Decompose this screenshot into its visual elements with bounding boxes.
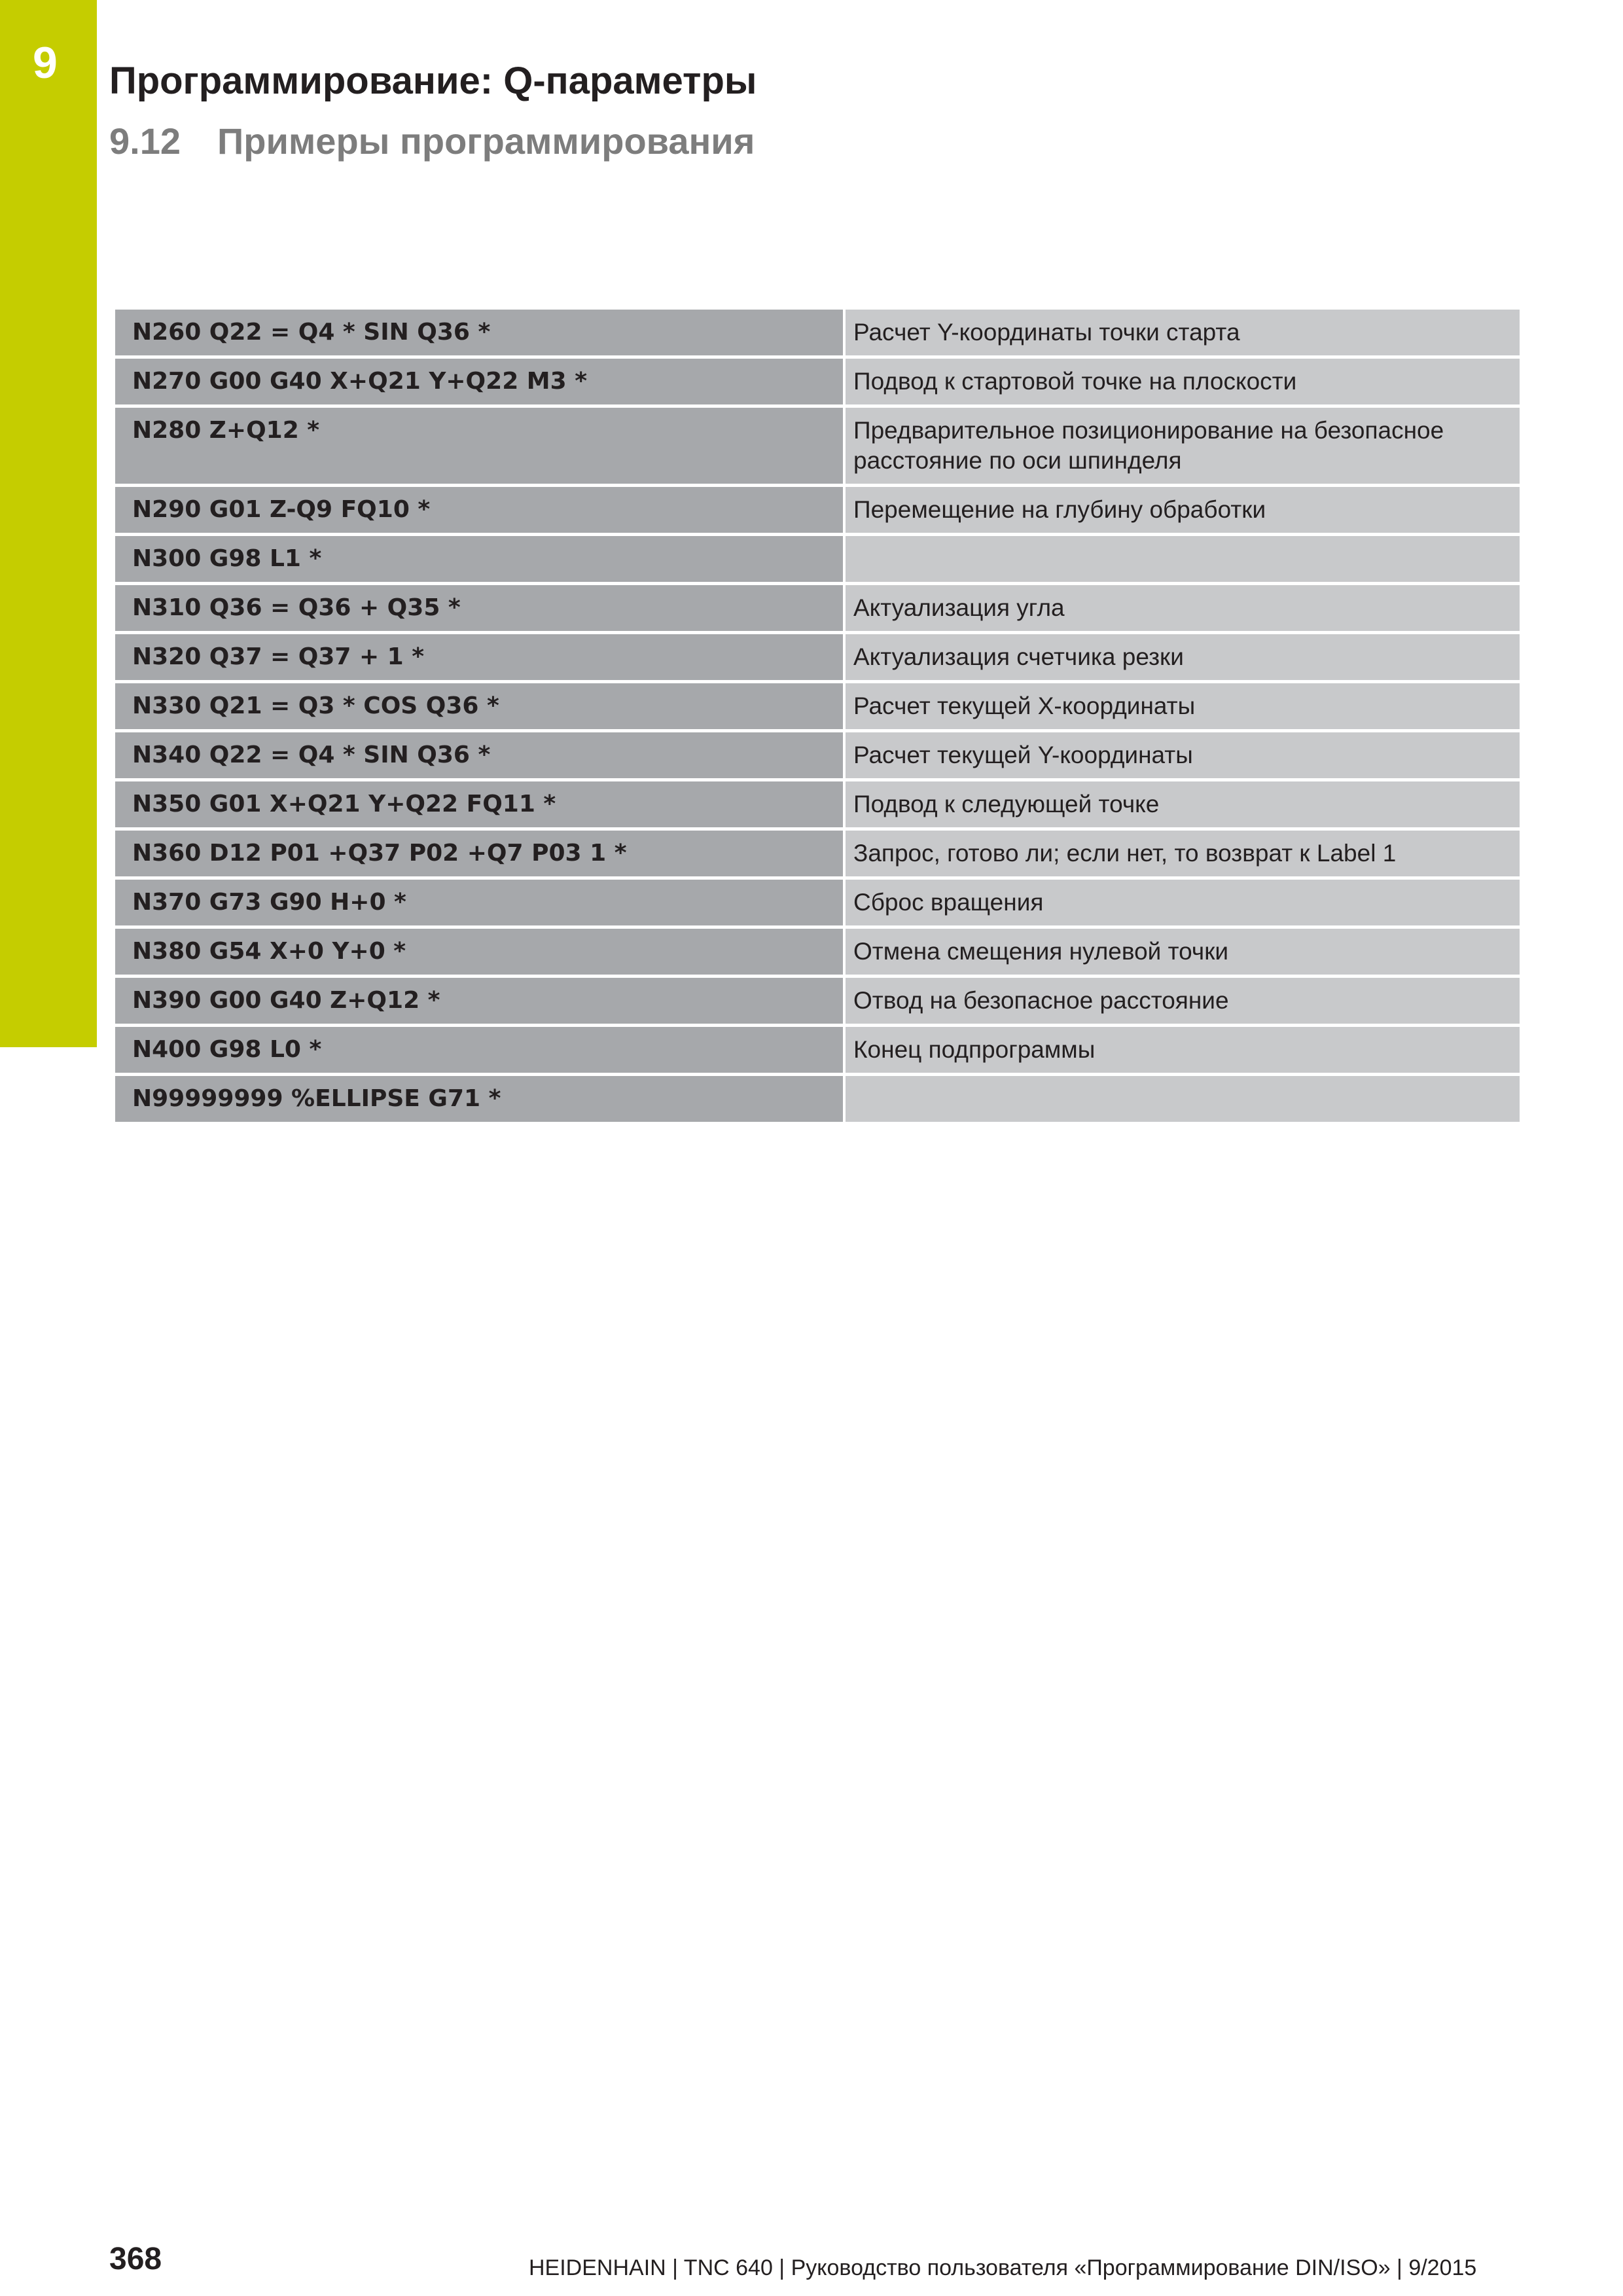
program-row	[115, 310, 1520, 357]
nc-block-code: N300 G98 L1 *	[115, 535, 844, 584]
nc-block-comment	[844, 535, 1520, 584]
program-row	[115, 731, 1520, 780]
program-row	[115, 357, 1520, 406]
nc-block-comment: Расчет текущей X-координаты	[844, 682, 1520, 731]
section-number: 9.12	[109, 120, 181, 162]
program-row	[115, 927, 1520, 977]
footer-text: HEIDENHAIN | TNC 640 | Руководство пользователя «Программирование DIN/ISO» | 9/2015	[529, 2255, 1477, 2280]
program-row	[115, 535, 1520, 584]
nc-block-comment: Конец подпрограммы	[844, 1026, 1520, 1075]
program-row	[115, 780, 1520, 829]
nc-block-comment: Перемещение на глубину обработки	[844, 486, 1520, 535]
section-title-text: Примеры программирования	[217, 120, 755, 162]
program-row	[115, 633, 1520, 682]
nc-block-code: N310 Q36 = Q36 + Q35 *	[115, 584, 844, 633]
nc-block-code: N270 G00 G40 X+Q21 Y+Q22 M3 *	[115, 357, 844, 406]
nc-block-comment: Отмена смещения нулевой точки	[844, 927, 1520, 977]
section-title	[109, 121, 755, 162]
program-row	[115, 584, 1520, 633]
program-listing-table	[115, 310, 1520, 1125]
program-row	[115, 486, 1520, 535]
nc-block-code: N260 Q22 = Q4 * SIN Q36 *	[115, 310, 844, 357]
program-row	[115, 829, 1520, 878]
nc-block-comment: Расчет Y-координаты точки старта	[844, 310, 1520, 357]
program-row	[115, 682, 1520, 731]
nc-block-code: N400 G98 L0 *	[115, 1026, 844, 1075]
page-number: 368	[109, 2242, 162, 2276]
program-row	[115, 406, 1520, 486]
nc-block-code: N350 G01 X+Q21 Y+Q22 FQ11 *	[115, 780, 844, 829]
nc-block-comment: Расчет текущей Y-координаты	[844, 731, 1520, 780]
nc-block-code: N320 Q37 = Q37 + 1 *	[115, 633, 844, 682]
nc-block-comment: Актуализация угла	[844, 584, 1520, 633]
nc-block-code: N99999999 %ELLIPSE G71 *	[115, 1075, 844, 1124]
nc-block-comment: Актуализация счетчика резки	[844, 633, 1520, 682]
nc-block-code: N290 G01 Z-Q9 FQ10 *	[115, 486, 844, 535]
program-row	[115, 977, 1520, 1026]
chapter-number: 9	[33, 38, 58, 88]
chapter-marker-bar	[0, 0, 97, 1047]
nc-block-comment	[844, 1075, 1520, 1124]
chapter-title: Программирование: Q-параметры	[109, 60, 757, 102]
nc-block-comment: Отвод на безопасное расстояние	[844, 977, 1520, 1026]
nc-block-code: N390 G00 G40 Z+Q12 *	[115, 977, 844, 1026]
nc-block-code: N330 Q21 = Q3 * COS Q36 *	[115, 682, 844, 731]
nc-block-comment: Сброс вращения	[844, 878, 1520, 927]
program-row	[115, 1075, 1520, 1124]
nc-block-code: N380 G54 X+0 Y+0 *	[115, 927, 844, 977]
program-listing-body	[115, 310, 1520, 1124]
nc-block-comment: Подвод к стартовой точке на плоскости	[844, 357, 1520, 406]
program-row	[115, 1026, 1520, 1075]
program-row	[115, 878, 1520, 927]
nc-block-code: N360 D12 P01 +Q37 P02 +Q7 P03 1 *	[115, 829, 844, 878]
nc-block-code: N280 Z+Q12 *	[115, 406, 844, 486]
nc-block-comment: Предварительное позиционирование на безопасное расстояние по оси шпинделя	[844, 406, 1520, 486]
nc-block-code: N340 Q22 = Q4 * SIN Q36 *	[115, 731, 844, 780]
nc-block-comment: Запрос, готово ли; если нет, то возврат к Label 1	[844, 829, 1520, 878]
nc-block-code: N370 G73 G90 H+0 *	[115, 878, 844, 927]
nc-block-comment: Подвод к следующей точке	[844, 780, 1520, 829]
